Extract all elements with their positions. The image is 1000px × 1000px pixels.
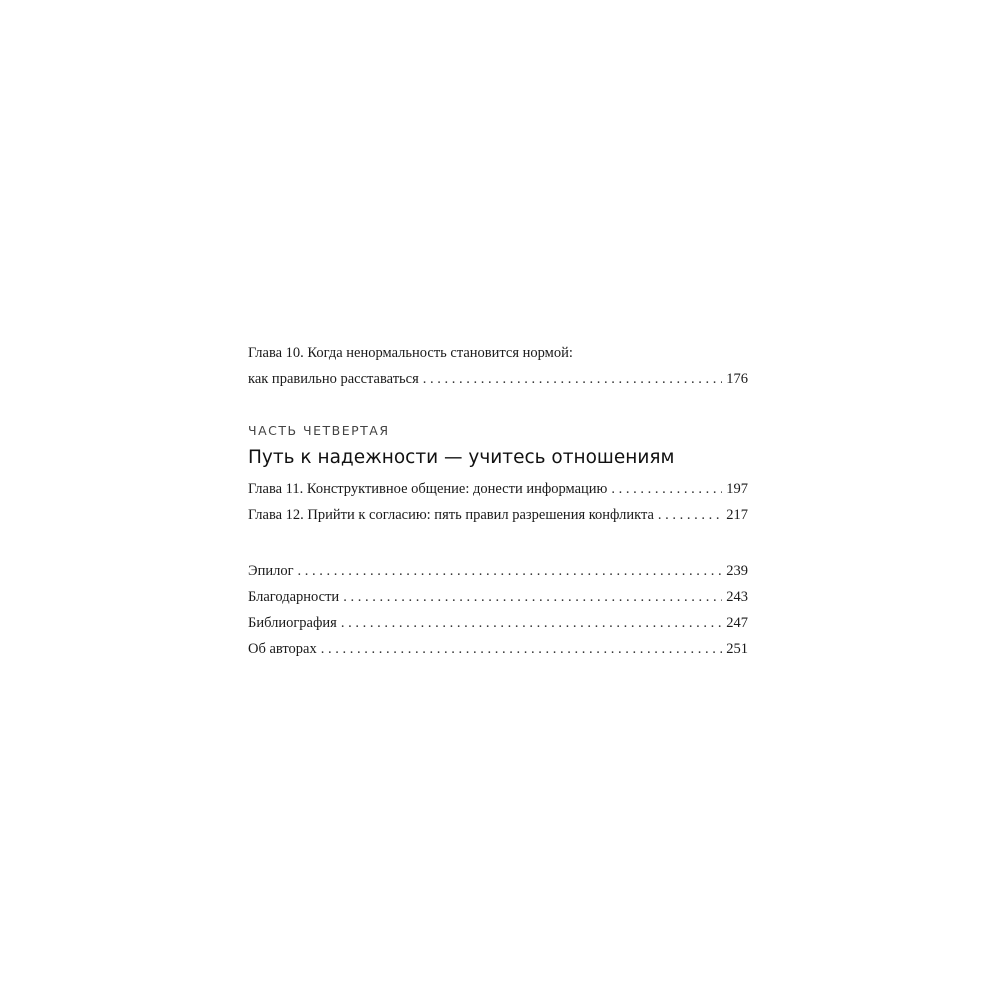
toc-entry-epilogue [248,558,748,584]
toc-entry-chapter-11 [248,476,748,502]
toc-entry-title: Глава 12. Прийти к согласию: пять правил разрешения конфликта [248,507,654,523]
dot-leader [298,558,723,584]
part-title: Путь к надежности — учитесь отношениям [248,447,675,468]
toc-entry-title: Библиография [248,615,337,631]
dot-leader [341,610,722,636]
toc-entry-title: Глава 11. Конструктивное общение: донести информацию [248,481,608,497]
toc-entry-page: 239 [726,563,748,579]
toc-entry-page: 243 [726,589,748,605]
toc-entry-about-authors [248,636,748,662]
dot-leader [321,636,723,662]
dot-leader [611,476,722,502]
toc-entry-page: 197 [726,481,748,497]
toc-entry-chapter-10 [248,366,748,392]
toc-entry-page: 247 [726,615,748,631]
toc-entry-title: как правильно расставаться [248,371,419,387]
section-gap [248,528,748,558]
table-of-contents [248,340,748,662]
toc-entry-page: 251 [726,641,748,657]
toc-entry-chapter-12 [248,502,748,528]
toc-entry-title: Эпилог [248,563,294,579]
toc-entry-title: Об авторах [248,641,317,657]
toc-entry-bibliography [248,610,748,636]
toc-entry-page: 176 [726,371,748,387]
toc-entry-page: 217 [726,507,748,523]
toc-chapter-10-line1: Глава 10. Когда ненормальность становится нормой: [248,345,573,361]
toc-entry-title: Благодарности [248,589,340,605]
dot-leader [343,584,722,610]
dot-leader [423,366,723,392]
part-label: ЧАСТЬ ЧЕТВЕРТАЯ [248,423,390,438]
dot-leader [658,502,722,528]
toc-entry-acknowledgements [248,584,748,610]
